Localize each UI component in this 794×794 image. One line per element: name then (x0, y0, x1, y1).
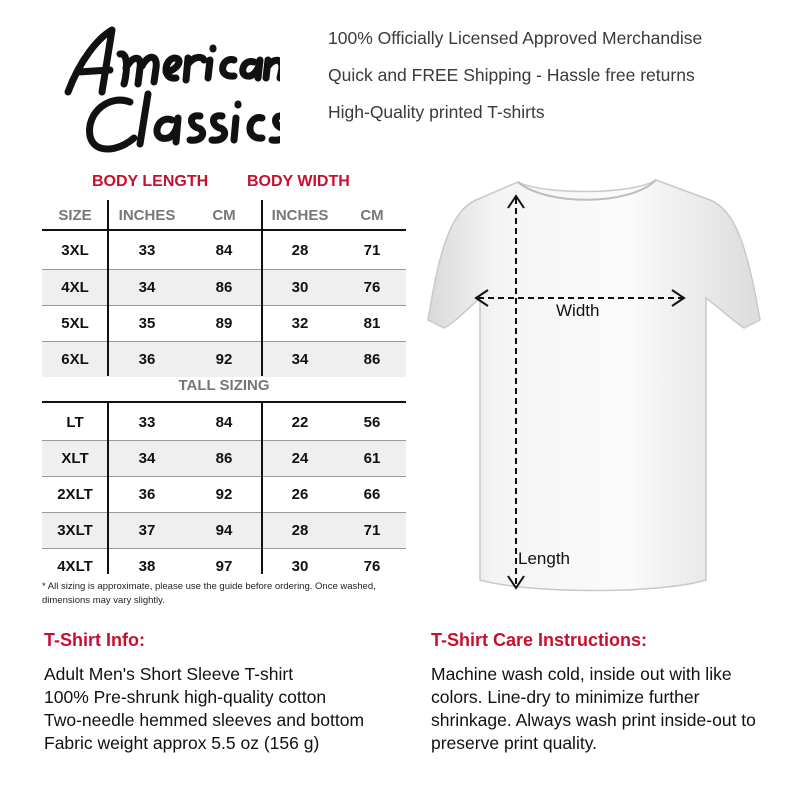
width-inches-cell: 30 (291, 279, 309, 296)
length-inches-cell: 37 (138, 522, 156, 539)
col-header-width-cm: CM (360, 207, 384, 224)
size-cell: XLT (61, 450, 89, 467)
length-inches-cell: 36 (138, 486, 156, 503)
length-cm-cell: 92 (215, 486, 233, 503)
bullet-licensed: 100% Officially Licensed Approved Merchandise (328, 28, 703, 48)
length-cm-cell: 89 (215, 315, 233, 332)
column-divider (261, 200, 263, 376)
length-inches-cell: 33 (138, 414, 156, 431)
length-cm-cell: 84 (215, 242, 233, 259)
width-inches-cell: 28 (291, 522, 309, 539)
length-cm-cell: 97 (215, 558, 233, 575)
tshirt-diagram (410, 170, 780, 610)
length-cm-cell: 84 (215, 414, 233, 431)
tshirt-info-list (44, 663, 364, 755)
width-cm-cell: 71 (363, 242, 381, 259)
length-cm-cell: 86 (215, 450, 233, 467)
american-classics-logo (50, 20, 280, 160)
width-cm-cell: 56 (363, 414, 381, 431)
width-inches-cell: 24 (291, 450, 309, 467)
info-line: Two-needle hemmed sleeves and bottom (44, 710, 365, 730)
width-inches-cell: 34 (291, 351, 309, 368)
length-inches-cell: 35 (138, 315, 156, 332)
info-line: 100% Pre-shrunk high-quality cotton (44, 687, 327, 707)
column-divider (261, 402, 263, 574)
table-row (42, 342, 406, 377)
care-instructions-title: T-Shirt Care Instructions: (431, 630, 648, 650)
tall-header-rule (42, 401, 406, 403)
column-divider (107, 402, 109, 574)
length-label: Length (518, 549, 570, 568)
table-row (42, 549, 406, 584)
width-inches-cell: 30 (291, 558, 309, 575)
info-line: Adult Men's Short Sleeve T-shirt (44, 664, 294, 684)
col-header-size: SIZE (58, 207, 92, 224)
tshirt-body (428, 180, 760, 591)
size-cell: 4XL (61, 279, 89, 296)
length-cm-cell: 92 (215, 351, 233, 368)
width-cm-cell: 76 (363, 558, 381, 575)
bullet-shipping: Quick and FREE Shipping - Hassle free returns (328, 65, 695, 85)
width-cm-cell: 86 (363, 351, 381, 368)
body-length-heading: BODY LENGTH (92, 173, 209, 190)
width-cm-cell: 66 (363, 486, 381, 503)
length-inches-cell: 34 (138, 450, 156, 467)
table-row (42, 306, 406, 341)
table-row (42, 233, 406, 268)
body-width-heading: BODY WIDTH (247, 173, 350, 190)
column-divider (107, 200, 109, 376)
size-cell: 4XLT (57, 558, 93, 575)
width-inches-cell: 32 (291, 315, 309, 332)
table-row (42, 513, 406, 548)
width-cm-cell: 81 (363, 315, 381, 332)
width-cm-cell: 71 (363, 522, 381, 539)
length-cm-cell: 94 (215, 522, 233, 539)
info-line: Fabric weight approx 5.5 oz (156 g) (44, 733, 320, 753)
tall-sizing-heading: TALL SIZING (178, 377, 270, 394)
width-inches-cell: 22 (291, 414, 309, 431)
length-inches-cell: 33 (138, 242, 156, 259)
col-header-length-inches: INCHES (118, 207, 176, 224)
bullet-quality: High-Quality printed T-shirts (328, 102, 545, 122)
width-cm-cell: 61 (363, 450, 381, 467)
table-row (42, 477, 406, 512)
length-inches-cell: 36 (138, 351, 156, 368)
size-cell: 3XLT (57, 522, 93, 539)
header-rule (42, 229, 406, 231)
col-header-width-inches: INCHES (271, 207, 329, 224)
size-cell: 2XLT (57, 486, 93, 503)
width-label: Width (556, 301, 600, 320)
col-header-length-cm: CM (212, 207, 236, 224)
size-cell: 6XL (61, 351, 89, 368)
care-instructions-text: Machine wash cold, inside out with like colors. Line-dry to minimize further shrinkage. Always wash print inside-out to preserve print quality. (431, 664, 756, 753)
size-cell: LT (66, 414, 84, 431)
length-inches-cell: 34 (138, 279, 156, 296)
width-inches-cell: 26 (291, 486, 309, 503)
sizing-note: * All sizing is approximate, please use the guide before ordering. Once washed, dimensions may vary slightly. (42, 581, 376, 606)
size-cell: 3XL (61, 242, 89, 259)
length-inches-cell: 38 (138, 558, 156, 575)
table-row (42, 405, 406, 440)
width-cm-cell: 76 (363, 279, 381, 296)
tshirt-info-title: T-Shirt Info: (44, 630, 145, 650)
table-row (42, 441, 406, 476)
size-cell: 5XL (61, 315, 89, 332)
table-row (42, 270, 406, 305)
width-inches-cell: 28 (291, 242, 309, 259)
length-cm-cell: 86 (215, 279, 233, 296)
